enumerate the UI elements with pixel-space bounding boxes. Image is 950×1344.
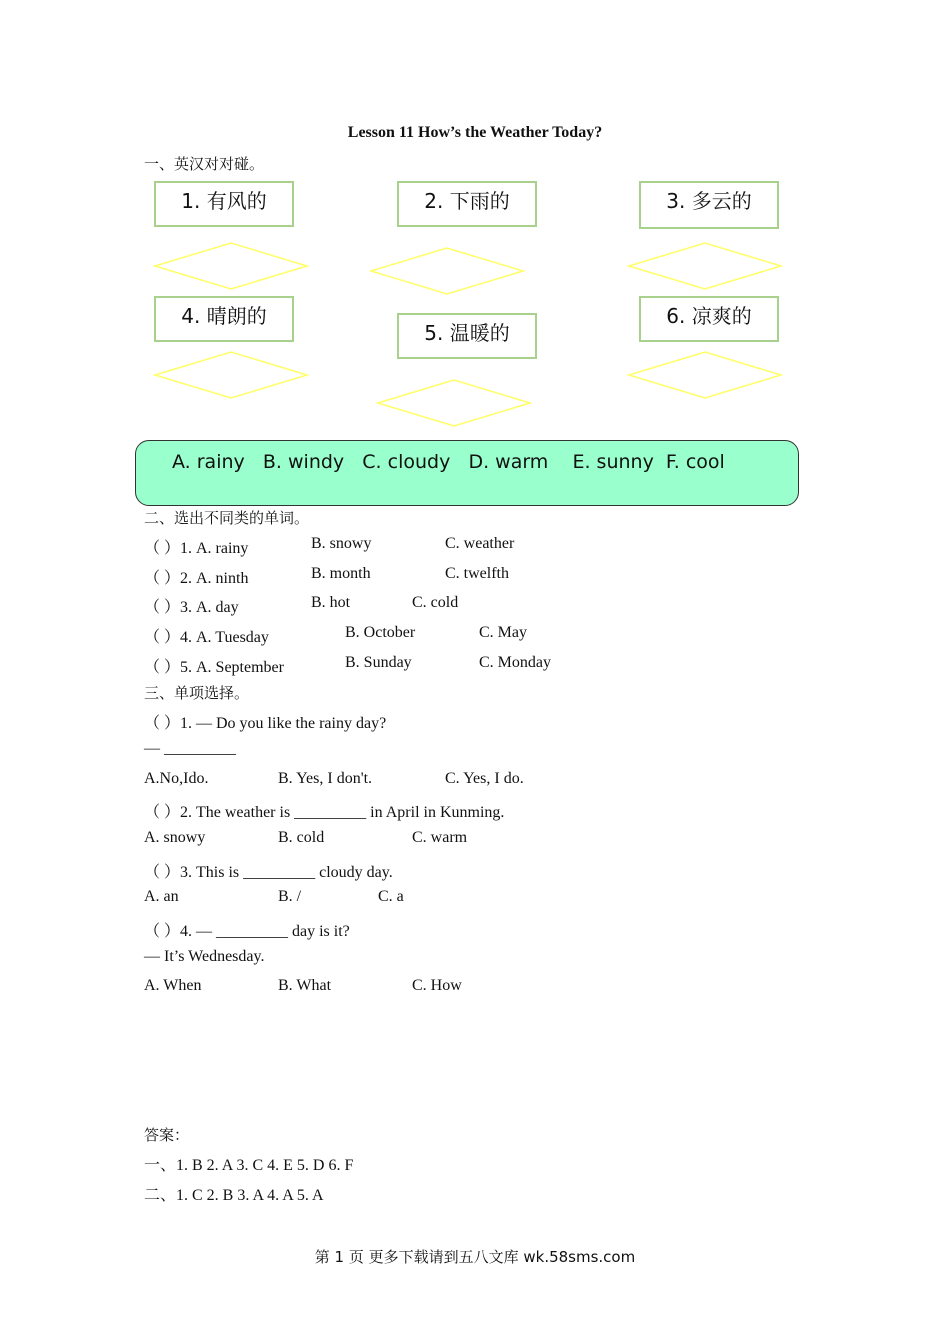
match-box-1: 1. 有风的 <box>154 181 294 227</box>
s2-q3-b: B. hot <box>311 594 351 611</box>
s3-q1-option-c: C. Yes, I do. <box>445 770 524 787</box>
s3-q3-option-a: A. an <box>144 888 179 905</box>
s2-q1-b: B. snowy <box>311 535 372 552</box>
match-box-3: 3. 多云的 <box>639 181 779 229</box>
s3-q4-option-c: C. How <box>412 977 462 994</box>
s2-q3: （ ）3. A. day <box>144 599 239 616</box>
s3-q3: （ ）3. This is _________ cloudy day. <box>144 864 393 881</box>
lesson-title: Lesson 11 How’s the Weather Today? <box>347 124 603 141</box>
s2-q4: （ ）4. A. Tuesday <box>144 629 269 646</box>
answers-line-1: 一、1. B 2. A 3. C 4. E 5. D 6. F <box>144 1157 354 1174</box>
section2-heading: 二、选出不同类的单词。 <box>144 511 310 527</box>
s3-q1-option-b: B. Yes, I don't. <box>278 770 373 787</box>
s3-q3-option-c: C. a <box>378 888 404 905</box>
s3-q1-reply: — _________ <box>144 740 236 757</box>
s2-q2: （ ）2. A. ninth <box>144 570 249 587</box>
s3-q4-reply: — It’s Wednesday. <box>144 948 265 965</box>
s3-q2-option-c: C. warm <box>412 829 468 846</box>
s2-q1: （ ）1. A. rainy <box>144 540 249 557</box>
answer-diamond-4[interactable] <box>154 351 308 399</box>
s2-q5: （ ）5. A. September <box>144 659 284 676</box>
word-bank <box>135 440 799 506</box>
s2-q5-b: B. Sunday <box>345 654 412 671</box>
section1-heading: 一、英汉对对碰。 <box>144 157 265 173</box>
match-box-4: 4. 晴朗的 <box>154 296 294 342</box>
s2-q3-c: C. cold <box>412 594 459 611</box>
s2-q5-c: C. Monday <box>479 654 551 671</box>
s3-q3-option-b: B. / <box>278 888 302 905</box>
s2-q2-c: C. twelfth <box>445 565 509 582</box>
s3-q2-option-a: A. snowy <box>144 829 206 846</box>
answers-heading: 答案： <box>144 1128 190 1144</box>
s3-q2: （ ）2. The weather is _________ in April in Kunming. <box>144 804 505 821</box>
answer-diamond-5[interactable] <box>377 379 531 427</box>
match-box-6: 6. 凉爽的 <box>639 296 779 342</box>
section3-heading: 三、单项选择。 <box>144 686 250 702</box>
s2-q4-c: C. May <box>479 624 527 641</box>
answers-line-2: 二、1. C 2. B 3. A 4. A 5. A <box>144 1187 324 1204</box>
s2-q1-c: C. weather <box>445 535 515 552</box>
answer-diamond-1[interactable] <box>154 242 308 290</box>
s3-q4-option-a: A. When <box>144 977 202 994</box>
match-box-5: 5. 温暖的 <box>397 313 537 359</box>
answer-diamond-6[interactable] <box>628 351 782 399</box>
s3-q4-option-b: B. What <box>278 977 332 994</box>
answer-diamond-2[interactable] <box>370 247 524 295</box>
s3-q4: （ ）4. — _________ day is it? <box>144 923 350 940</box>
s2-q4-b: B. October <box>345 624 416 641</box>
match-box-2: 2. 下雨的 <box>397 181 537 227</box>
page-footer: 第 1 页 更多下载请到五八文库 wk.58sms.com <box>314 1248 636 1266</box>
s3-q1: （ ）1. — Do you like the rainy day? <box>144 715 387 732</box>
s2-q2-b: B. month <box>311 565 371 582</box>
s3-q2-option-b: B. cold <box>278 829 325 846</box>
s3-q1-option-a: A.No,Ido. <box>144 770 209 787</box>
word-bank-text: A. rainy B. windy C. cloudy D. warm E. sunny F. cool <box>172 451 725 473</box>
answer-diamond-3[interactable] <box>628 242 782 290</box>
